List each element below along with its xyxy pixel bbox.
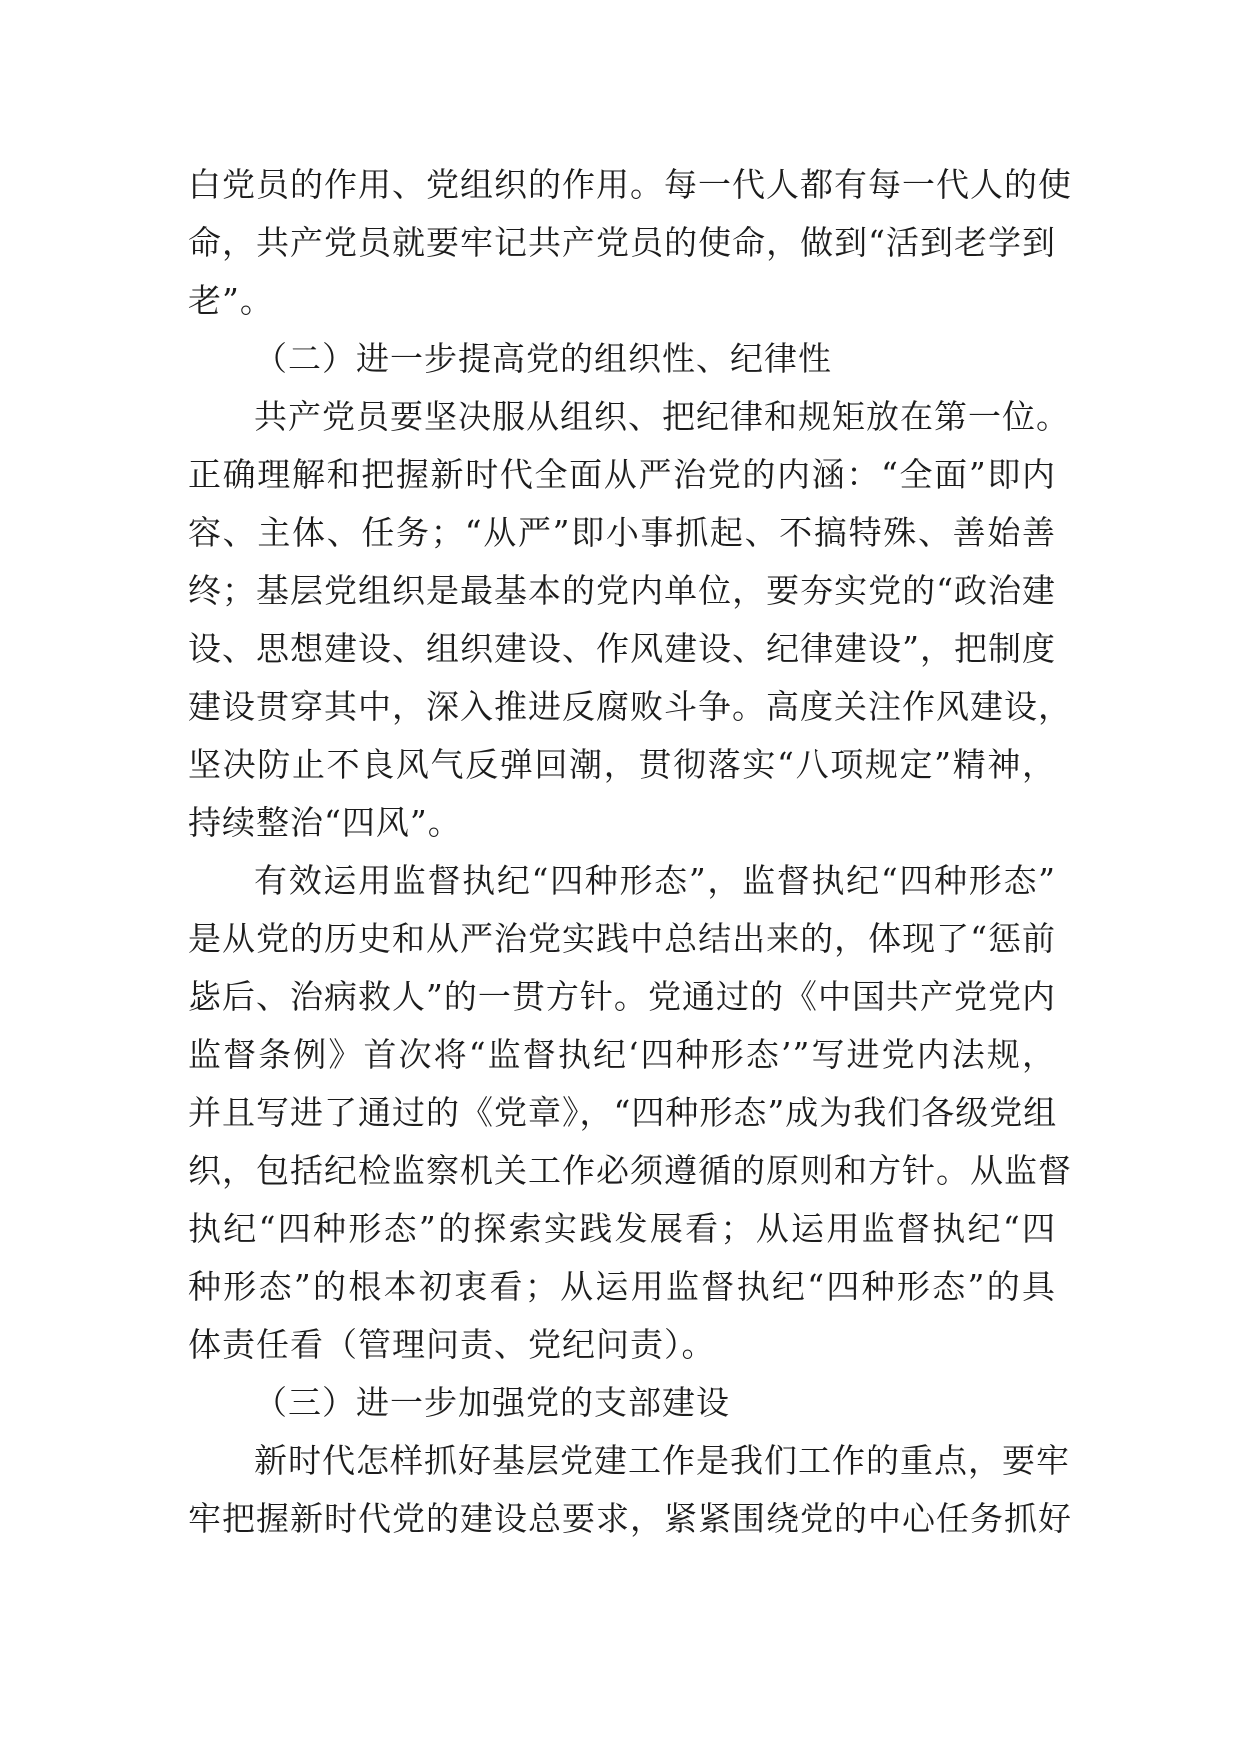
text-line: 执纪“四种形态”的探索实践发展看；从运用监督执纪“四	[188, 1209, 1056, 1248]
text-line: 设、思想建设、组织建设、作风建设、纪律建设”，把制度	[188, 629, 1056, 668]
text-line: 正确理解和把握新时代全面从严治党的内涵：“全面”即内	[188, 455, 1056, 494]
heading-text: （三）进一步加强党的支部建设	[254, 1383, 730, 1422]
text-line: 终；基层党组织是最基本的党内单位，要夯实党的“政治建	[188, 571, 1056, 610]
text-line: 体责任看（管理问责、党纪问责）。	[188, 1325, 716, 1364]
section-heading-3	[188, 1374, 1056, 1432]
section-heading-2	[188, 330, 1056, 388]
text-line: 容、主体、任务；“从严”即小事抓起、不搞特殊、善始善	[188, 513, 1056, 552]
paragraph-branch-building	[188, 1432, 1072, 1548]
text-line: 持续整治“四风”。	[188, 803, 462, 842]
text-line: 建设贯穿其中，深入推进反腐败斗争。高度关注作风建设，	[188, 687, 1072, 726]
text-line: 坚决防止不良风气反弹回潮，贯彻落实“八项规定”精神，	[188, 745, 1056, 784]
text-line: 命，共产党员就要牢记共产党员的使命，做到“活到老学到	[188, 223, 1056, 262]
heading-text: （二）进一步提高党的组织性、纪律性	[254, 339, 832, 378]
text-line: 毖后、治病救人”的一贯方针。党通过的《中国共产党党内	[188, 977, 1056, 1016]
text-line: 老”。	[188, 281, 274, 320]
paragraph-four-forms	[188, 852, 1072, 1374]
document-body	[188, 156, 1072, 1548]
text-line: 牢把握新时代党的建设总要求，紧紧围绕党的中心任务抓好	[188, 1499, 1072, 1538]
paragraph-discipline	[188, 388, 1072, 852]
text-line: 并且写进了通过的《党章》，“四种形态”成为我们各级党组	[188, 1093, 1058, 1132]
text-line: 共产党员要坚决服从组织、把纪律和规矩放在第一位。	[254, 397, 1070, 436]
text-line: 有效运用监督执纪“四种形态”，监督执纪“四种形态”	[254, 861, 1056, 900]
text-line: 新时代怎样抓好基层党建工作是我们工作的重点，要牢	[254, 1441, 1070, 1480]
paragraph-continuation	[188, 156, 1072, 330]
text-line: 织，包括纪检监察机关工作必须遵循的原则和方针。从监督	[188, 1151, 1072, 1190]
text-line: 种形态”的根本初衷看；从运用监督执纪“四种形态”的具	[188, 1267, 1056, 1306]
text-line: 白党员的作用、党组织的作用。每一代人都有每一代人的使	[188, 165, 1072, 204]
text-line: 监督条例》首次将“监督执纪‘四种形态’”写进党内法规，	[188, 1035, 1056, 1074]
text-line: 是从党的历史和从严治党实践中总结出来的，体现了“惩前	[188, 919, 1056, 958]
